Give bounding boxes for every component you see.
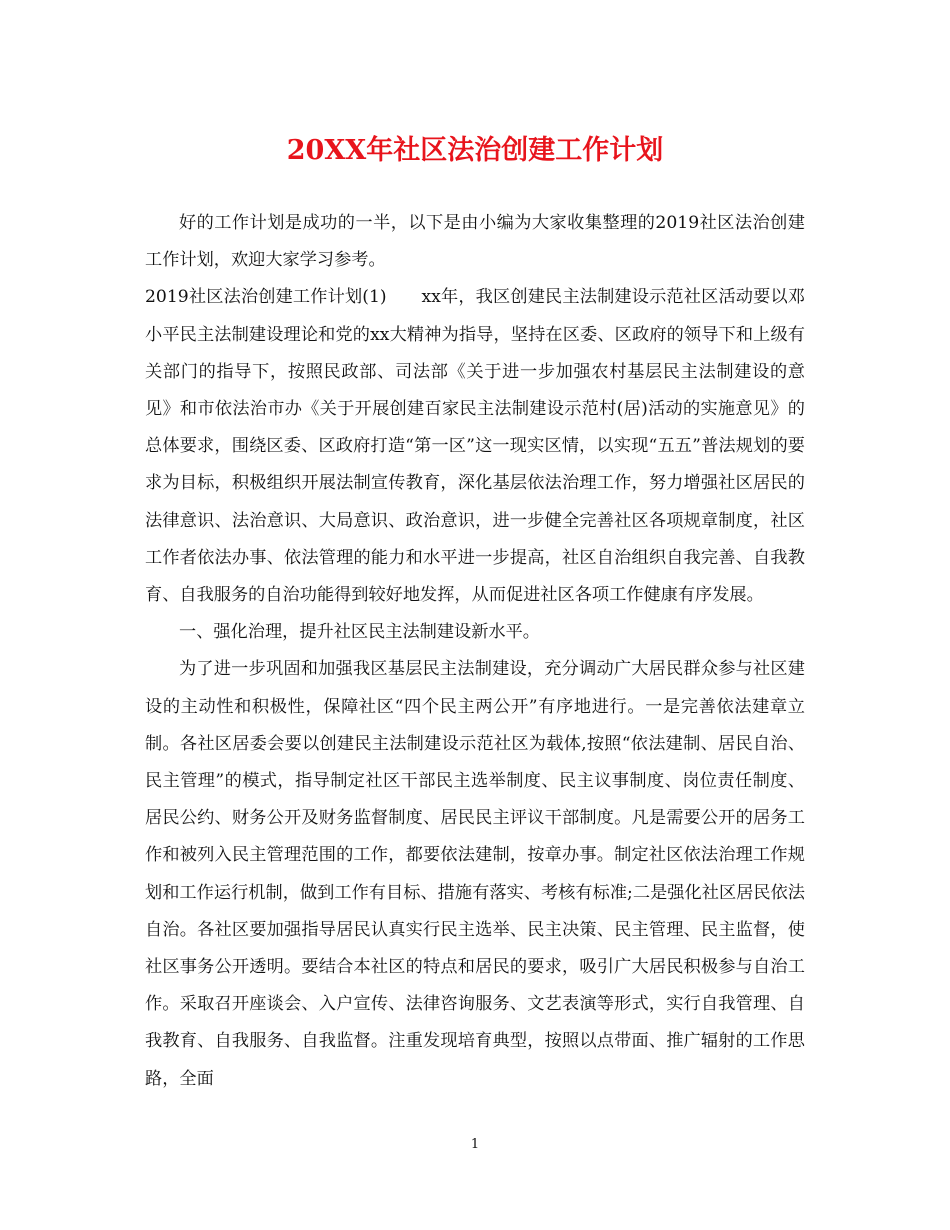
intro-paragraph: 好的工作计划是成功的一半，以下是由小编为大家收集整理的2019社区法治创建工作计划，欢迎大家学习参考。: [145, 213, 805, 271]
section-heading-1: 一、强化治理，提升社区民主法制建设新水平。: [179, 622, 540, 643]
document-body: [145, 205, 805, 1098]
plan-overview-paragraph: 2019社区法治创建工作计划(1) xx年，我区创建民主法制建设示范社区活动要以邓小平民主法制建设理论和党的xx大精神为指导，坚持在区委、区政府的领导下和上级有关部门的指导下，按照民政部、司法部《关于进一步加强农村基层民主法制建设的意见》和市依法治市办《关于开展创建百家民主法制建设示范村(居)活动的实施意见》的总体要求，围绕区委、区政府打造“第一区”这一现实区情，以实现“五五”普法规划的要求为目标，积极组织开展法制宣传教育，深化基层依法治理工作，努力增强社区居民的法律意识、法治意识、大局意识、政治意识，进一步健全完善社区各项规章制度，社区工作者依法办事、依法管理的能力和水平进一步提高，社区自治组织自我完善、自我教育、自我服务的自治功能得到较好地发挥，从而促进社区各项工作健康有序发展。: [145, 287, 805, 606]
document-title: 20XX年社区法治创建工作计划: [286, 135, 664, 166]
section-1-paragraph: 为了进一步巩固和加强我区基层民主法制建设，充分调动广大居民群众参与社区建设的主动性和积极性，保障社区“四个民主两公开”有序地进行。一是完善依法建章立制。各社区居委会要以创建民主法制建设示范社区为载体,按照“依法建制、居民自治、民主管理”的模式，指导制定社区干部民主选举制度、民主议事制度、岗位责任制度、居民公约、财务公开及财务监督制度、居民民主评议干部制度。凡是需要公开的居务工作和被列入民主管理范围的工作，都要依法建制，按章办事。制定社区依法治理工作规划和工作运行机制，做到工作有目标、措施有落实、考核有标准;二是强化社区居民依法自治。各社区要加强指导居民认真实行民主选举、民主决策、民主管理、民主监督，使社区事务公开透明。要结合本社区的特点和居民的要求，吸引广大居民积极参与自治工作。采取召开座谈会、入户宣传、法律咨询服务、文艺表演等形式，实行自我管理、自我教育、自我服务、自我监督。注重发现培育典型，按照以点带面、推广辐射的工作思路，全面: [145, 659, 805, 1089]
page-number: 1: [470, 1137, 480, 1152]
